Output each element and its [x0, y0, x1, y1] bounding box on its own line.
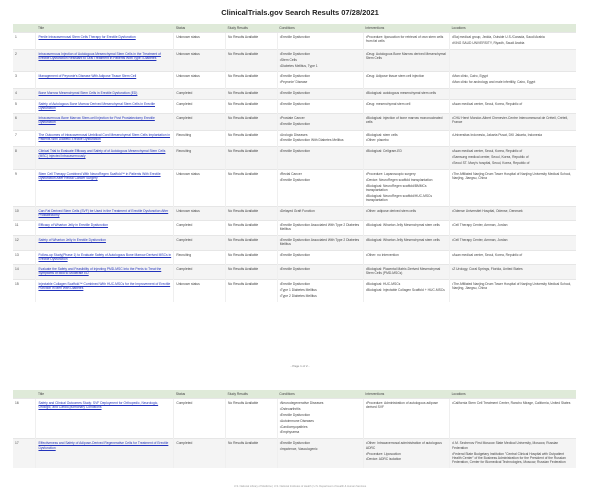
title-cell — [36, 220, 174, 235]
condition-item: • Erectile Dysfunction Associated With Type 2 Diabetes Mellitus — [280, 223, 361, 232]
conditions-list — [280, 52, 361, 68]
status-cell: Recruiting — [174, 147, 226, 170]
location-item: • KING SAUD UNIVERSITY, Riyadh, Saudi Arabia — [452, 41, 574, 45]
title-cell — [36, 72, 174, 89]
location-item: • Odense Universitet Hospital, Odense, Denmark — [452, 209, 574, 213]
study-title-link[interactable]: Stem Cell Therapy Combined With NeuroRegen Scaffold™ in Patients With Erectile Dysfunction After Rectal Cancer Surgery — [38, 171, 161, 181]
study-title-link[interactable]: Intracavernous Bone Marrow Stem-cell Injection for Post Prostatectomy Erectile Dysfunction — [38, 115, 155, 125]
col-header-locations: Locations — [450, 24, 576, 33]
table-row — [13, 235, 576, 250]
conditions-cell — [277, 130, 363, 147]
table-row — [13, 207, 576, 221]
title-cell — [36, 207, 174, 221]
interventions-list — [366, 282, 447, 292]
conditions-cell — [277, 399, 363, 439]
locations-list — [452, 209, 574, 213]
title-cell — [36, 399, 174, 439]
col-header-number — [13, 390, 36, 399]
interventions-cell — [363, 89, 449, 100]
conditions-cell — [277, 72, 363, 89]
condition-item: • Emphysema — [280, 430, 361, 434]
interventions-list — [366, 133, 447, 143]
intervention-item: • Procedure: Administration of autologous adipose derived SVF — [366, 401, 447, 410]
conditions-cell — [277, 113, 363, 130]
study-title-link[interactable]: Can Fat Derived Stem Cells (SVF) be Used in the Treatment of Erectile Dysfunction After Prostatectomy — [38, 209, 169, 218]
intervention-item: • Biological: NeuroRegen scaffold/HUC-MSCs transplantation — [366, 194, 447, 203]
interventions-list — [366, 223, 447, 227]
interventions-cell — [363, 264, 449, 279]
location-item: • Samsung medical center, Seoul, Korea, Republic of — [452, 155, 574, 159]
conditions-cell — [277, 207, 363, 221]
conditions-list — [280, 267, 361, 271]
locations-list — [452, 149, 574, 165]
study-results-cell: No Results Available — [226, 207, 278, 221]
status-cell: Completed — [174, 399, 226, 439]
study-title-link[interactable]: Clinical Trial to Evaluate Efficacy and Safety of of Autologous Mesenchymal Stem Cells (MSC) Injected Intracavernously — [38, 149, 166, 158]
status-cell: Completed — [174, 100, 226, 114]
interventions-list — [366, 238, 447, 242]
intervention-item: • Drug: Adipose tissue stem cell injection — [366, 74, 447, 78]
location-item: • California Stem Cell Treatment Center, Rancho Mirage, California, United States — [452, 401, 574, 405]
title-cell — [36, 251, 174, 265]
intervention-item: • Procedure: Laparoscopic surgery — [366, 172, 447, 176]
interventions-cell — [363, 100, 449, 114]
status-cell: Unknown status — [174, 72, 226, 89]
conditions-cell — [277, 147, 363, 170]
condition-item: • Erectile Dysfunction — [280, 35, 361, 39]
study-results-cell: No Results Available — [226, 147, 278, 170]
condition-item: • Erectile Dysfunction — [280, 282, 361, 286]
status-cell: Completed — [174, 113, 226, 130]
intervention-item: • Other: adipose derived stem cells — [366, 209, 447, 213]
intervention-item: • Biological: HUC-MSCs — [366, 282, 447, 286]
interventions-cell — [363, 113, 449, 130]
status-cell: Completed — [174, 439, 226, 468]
col-header-interventions: Interventions — [363, 24, 449, 33]
location-item: • Elaj medical group, Jedda, Outside U.S./Canada, Saudi Arabia — [452, 35, 574, 39]
row-number: 2 — [13, 49, 36, 72]
study-title-link[interactable]: Penile Intracavernosal Stem Cells Therapy for Erectile Dysfunction — [38, 35, 136, 39]
interventions-list — [366, 35, 447, 44]
conditions-list — [280, 441, 361, 451]
status-cell: Unknown status — [174, 169, 226, 206]
row-number: 9 — [13, 169, 36, 206]
locations-cell — [450, 49, 576, 72]
col-header-status: Status — [174, 24, 226, 33]
condition-item: • Neurodegenerative Diseases — [280, 401, 361, 405]
condition-item: • Osteoarthritis — [280, 407, 361, 411]
status-cell: Recruiting — [174, 251, 226, 265]
study-results-cell: No Results Available — [226, 89, 278, 100]
locations-cell — [450, 207, 576, 221]
title-cell — [36, 130, 174, 147]
title-cell — [36, 235, 174, 250]
conditions-list — [280, 209, 361, 213]
results-table-page-1 — [13, 24, 576, 302]
col-header-study-results: Study Results — [226, 24, 278, 33]
locations-list — [452, 172, 574, 181]
locations-cell — [450, 100, 576, 114]
title-cell — [36, 33, 174, 50]
conditions-list — [280, 116, 361, 126]
conditions-list — [280, 91, 361, 95]
study-title-link[interactable]: Efficacy of Wharton Jelly in Erectile Dysfunction — [38, 222, 109, 227]
locations-cell — [450, 113, 576, 130]
locations-cell — [450, 72, 576, 89]
interventions-list — [366, 102, 447, 106]
conditions-list — [280, 282, 361, 298]
row-number: 8 — [13, 147, 36, 170]
interventions-cell — [363, 33, 449, 50]
study-title-link[interactable]: Bone Marrow Mesenchymal Stem Cells in Erectile Dysfunction (ED) — [38, 91, 138, 96]
title-cell — [36, 89, 174, 100]
interventions-list — [366, 172, 447, 203]
row-number: 3 — [13, 72, 36, 89]
study-title-link[interactable]: Safety of Autologous Bone Marrow Derived Mesenchymal Stem Cells in Erectile Dysfunction — [38, 102, 156, 111]
intervention-item: • Other: Intracavernosal administration of autologous ADRC — [366, 441, 447, 450]
condition-item: • Erectile Dysfunction — [280, 102, 361, 106]
condition-item: • Erectile Dysfunction — [280, 441, 361, 445]
row-number: 13 — [13, 251, 36, 265]
status-cell: Unknown status — [174, 207, 226, 221]
conditions-cell — [277, 235, 363, 250]
locations-list — [452, 238, 574, 242]
study-results-cell: No Results Available — [226, 279, 278, 301]
status-cell: Recruiting — [174, 130, 226, 147]
title-cell — [36, 49, 174, 72]
table-row — [13, 49, 576, 72]
study-title-link[interactable]: Management of Peyronie's Disease With Adipose Tissue Stem Cell — [38, 74, 137, 79]
results-table-page-2 — [13, 390, 576, 468]
col-header-status: Status — [174, 390, 226, 399]
intervention-item: • Drug: mesenchymal stem cell — [366, 102, 447, 106]
status-cell: Unknown status — [174, 279, 226, 301]
locations-cell — [450, 235, 576, 250]
interventions-cell — [363, 207, 449, 221]
row-number: 10 — [13, 207, 36, 221]
intervention-item: • Biological: Cellgram-ED — [366, 149, 447, 153]
conditions-list — [280, 149, 361, 153]
title-cell — [36, 279, 174, 301]
col-header-title: Title — [36, 390, 174, 399]
interventions-list — [366, 52, 447, 61]
table-row — [13, 439, 576, 468]
table-header-row — [13, 390, 576, 399]
status-cell: Completed — [174, 220, 226, 235]
study-results-cell: No Results Available — [226, 113, 278, 130]
condition-item: • Urologic Diseases — [280, 133, 361, 137]
condition-item: • Rectal Cancer — [280, 172, 361, 176]
intervention-item: • Other: no intervention — [366, 253, 447, 257]
interventions-list — [366, 253, 447, 257]
location-item: • Seoul ST. Mary's hospital, Seoul, Korea, Republic of — [452, 161, 574, 165]
study-results-cell: No Results Available — [226, 220, 278, 235]
row-number: 15 — [13, 279, 36, 301]
conditions-cell — [277, 100, 363, 114]
locations-list — [452, 267, 574, 271]
study-results-cell: No Results Available — [226, 399, 278, 439]
interventions-cell — [363, 235, 449, 250]
col-header-conditions: Conditions — [277, 24, 363, 33]
conditions-list — [280, 401, 361, 435]
row-number: 4 — [13, 89, 36, 100]
locations-cell — [450, 220, 576, 235]
location-item: • CHU Henri Mondor-Albert Chenevier-Centre Intercommunal de Créteil, Créteil, France — [452, 116, 574, 125]
intervention-item: • Biological: autologous mesenchymal stem cells — [366, 91, 447, 95]
status-cell: Unknown status — [174, 33, 226, 50]
status-cell: Unknown status — [174, 49, 226, 72]
location-item: • The Affiliated Nanjing Drum Tower Hospital of Nanjing University Medical School, Nanjing, Jiangsu, China — [452, 172, 574, 181]
study-results-cell: No Results Available — [226, 439, 278, 468]
locations-list — [452, 74, 574, 84]
condition-item: • Erectile Dysfunction Associated With Type 2 Diabetes Mellitus — [280, 238, 361, 247]
condition-item: • Erectile Dysfunction — [280, 52, 361, 56]
condition-item: • Erectile Dysfunction — [280, 178, 361, 182]
locations-cell — [450, 147, 576, 170]
interventions-cell — [363, 399, 449, 439]
row-number: 12 — [13, 235, 36, 250]
conditions-cell — [277, 49, 363, 72]
interventions-cell — [363, 72, 449, 89]
condition-item: • Erectile Dysfunction — [280, 74, 361, 78]
table-row — [13, 220, 576, 235]
title-cell — [36, 169, 174, 206]
condition-item: • Erectile Dysfunction — [280, 413, 361, 417]
interventions-cell — [363, 49, 449, 72]
condition-item: • Stem Cells — [280, 58, 361, 62]
locations-list — [452, 441, 574, 464]
interventions-list — [366, 267, 447, 276]
row-number: 5 — [13, 100, 36, 114]
table-row — [13, 72, 576, 89]
title-cell — [36, 147, 174, 170]
table-row — [13, 264, 576, 279]
intervention-item: • Procedure: liposuction for retrieval of own stem cells from fat cells — [366, 35, 447, 44]
page-title: ClinicalTrials.gov Search Results 07/28/2021 — [221, 8, 379, 17]
interventions-list — [366, 149, 447, 153]
intervention-item: • Biological: stem cells — [366, 133, 447, 137]
title-cell — [36, 439, 174, 468]
interventions-cell — [363, 220, 449, 235]
title-cell — [36, 100, 174, 114]
conditions-cell — [277, 264, 363, 279]
study-title-link[interactable]: Follow-up Study(Phase 1) to Evaluate Safety of Autologous Bone Marrow Derived MSCs in Erectile Dysfunction — [38, 253, 172, 262]
row-number: 11 — [13, 220, 36, 235]
study-results-cell: No Results Available — [226, 251, 278, 265]
status-cell: Completed — [174, 264, 226, 279]
study-results-cell: No Results Available — [226, 33, 278, 50]
conditions-cell — [277, 439, 363, 468]
conditions-cell — [277, 89, 363, 100]
interventions-list — [366, 209, 447, 213]
locations-cell — [450, 89, 576, 100]
location-item: • Asan medical center, Seoul, Korea, Republic of — [452, 149, 574, 153]
study-results-cell: No Results Available — [226, 235, 278, 250]
location-item: • Universitas Indonesia, Jakarta Pusat, DKI Jakarta, Indonesia — [452, 133, 574, 137]
table-row — [13, 33, 576, 50]
condition-item: • Autoimmune Diseases — [280, 419, 361, 423]
page-indicator: - Page 1 of 2 - — [290, 364, 310, 368]
locations-list — [452, 116, 574, 125]
table-row — [13, 169, 576, 206]
conditions-list — [280, 223, 361, 232]
interventions-cell — [363, 130, 449, 147]
col-header-locations: Locations — [450, 390, 576, 399]
study-results-cell: No Results Available — [226, 130, 278, 147]
study-results-cell: No Results Available — [226, 169, 278, 206]
location-item: • Z Urology, Coral Springs, Florida, United States — [452, 267, 574, 271]
locations-cell — [450, 169, 576, 206]
interventions-list — [366, 116, 447, 125]
intervention-item: • Biological: Wharton Jelly Mesenchymal stem cells — [366, 223, 447, 227]
row-number: 17 — [13, 439, 36, 468]
locations-cell — [450, 33, 576, 50]
locations-list — [452, 282, 574, 291]
condition-item: • Erectile Dysfunction — [280, 149, 361, 153]
status-cell: Completed — [174, 235, 226, 250]
table-row — [13, 147, 576, 170]
location-item: • Man clinic for andrology and male infertility, Cairo, Egypt — [452, 80, 574, 84]
condition-item: • Erectile Dysfunction — [280, 91, 361, 95]
conditions-list — [280, 172, 361, 182]
condition-item: • Cardiomyopathies — [280, 425, 361, 429]
location-item: • I.M. Sechenov First Moscow State Medical University, Moscow, Russian Federation — [452, 441, 574, 450]
table-row — [13, 89, 576, 100]
intervention-item: • Drug: Autologous Bone Marrow derived Mesenchymal Stem Cells — [366, 52, 447, 61]
conditions-list — [280, 35, 361, 39]
title-cell — [36, 113, 174, 130]
condition-item: • Erectile Dysfunction — [280, 253, 361, 257]
interventions-cell — [363, 251, 449, 265]
condition-item: • Diabetes Mellitus, Type 1 — [280, 64, 361, 68]
interventions-cell — [363, 147, 449, 170]
location-item: • Federal State Budgetary Institution "Central Clinical Hospital with Outpatient Health Center" of the Business Administration for the President of the Russian Federation, Center for Biomedical Technologies, Moscow, Russian Federation — [452, 452, 574, 465]
col-header-number — [13, 24, 36, 33]
conditions-list — [280, 133, 361, 143]
intervention-item: • Procedure: Liposuction — [366, 452, 447, 456]
location-item: • Cell Therapy Center, Amman, Jordan — [452, 238, 574, 242]
study-title-link[interactable]: Safety and Clinical Outcomes Study: SVF Deployment for Orthopedic, Neurologic, Urologic, and Cardio-pulmonary Conditions — [38, 401, 159, 410]
locations-cell — [450, 251, 576, 265]
intervention-item: • Device: ADRC isolation — [366, 457, 447, 461]
intervention-item: • Other: placebo — [366, 138, 447, 142]
study-results-cell: No Results Available — [226, 72, 278, 89]
interventions-list — [366, 401, 447, 410]
conditions-cell — [277, 169, 363, 206]
interventions-cell — [363, 169, 449, 206]
study-results-cell: No Results Available — [226, 49, 278, 72]
footer: U.S. National Library of Medicine | U.S. National Institutes of Health | U.S. Department of Health & Human Services — [233, 485, 367, 488]
locations-cell — [450, 279, 576, 301]
interventions-list — [366, 441, 447, 461]
study-title-link[interactable]: Intracavernous Injection of Autologous Mesenchymal Stem Cells in the Treatment of Erectile Dysfunction Resistant to Oral Treatment in Patients With Type I Diabetes — [38, 51, 161, 61]
intervention-item: • Biological: NeuroRegen scaffold/BMMCs transplantation — [366, 184, 447, 193]
title-cell — [36, 264, 174, 279]
locations-list — [452, 102, 574, 106]
conditions-list — [280, 238, 361, 247]
interventions-cell — [363, 439, 449, 468]
location-item: • Asan medical center, Seoul, Korea, Republic of — [452, 102, 574, 106]
intervention-item: • Biological: Placental Matrix-Derived Mesenchymal Stem Cells (PMD-MSCs) — [366, 267, 447, 276]
row-number: 16 — [13, 399, 36, 439]
locations-cell — [450, 264, 576, 279]
intervention-item: • Biological: injection of bone marrow mononucleated cells — [366, 116, 447, 125]
condition-item: • Delayed Graft Function — [280, 209, 361, 213]
condition-item: • Peyronie' Disease — [280, 80, 361, 84]
study-title-link[interactable]: Evaluate the Safety and Feasibility of Injecting PMD-MSC Into the Penis to Treat the Symptoms of Mild to Moderate ED — [38, 266, 162, 275]
table-row — [13, 113, 576, 130]
conditions-cell — [277, 251, 363, 265]
condition-item: • Erectile Dysfunction With Diabetes Mellitus — [280, 138, 361, 142]
study-title-link[interactable]: The Outcomes of Intracavernosal Umbilical Cord Mesenchymal Stem Cells Implantation in Patients With Diabetic Erectile Dysfunction — [38, 132, 171, 141]
location-item: • The Affiliated Nanjing Drum Tower Hospital of Nanjing University Medical School, Nanjing, Jiangsu, China — [452, 282, 574, 291]
conditions-list — [280, 74, 361, 84]
row-number: 7 — [13, 130, 36, 147]
row-number: 1 — [13, 33, 36, 50]
col-header-title: Title — [36, 24, 174, 33]
row-number: 14 — [13, 264, 36, 279]
table-row — [13, 399, 576, 439]
condition-item: • Impotence, Vasculogenic — [280, 447, 361, 451]
intervention-item: • Device: NeuroRegen scaffold transplantation — [366, 178, 447, 182]
table-header-row — [13, 24, 576, 33]
condition-item: • Prostate Cancer — [280, 116, 361, 120]
locations-cell — [450, 439, 576, 468]
interventions-list — [366, 74, 447, 78]
condition-item: • Type 2 Diabetes Mellitus — [280, 294, 361, 298]
table-row — [13, 279, 576, 301]
locations-list — [452, 401, 574, 405]
location-item: • Man clinic, Cairo, Egypt — [452, 74, 574, 78]
intervention-item: • Biological: Injectable Collagen Scaffold + HUC-MSCs — [366, 288, 447, 292]
table-row — [13, 251, 576, 265]
study-title-link[interactable]: Safety of Wharton Jelly in Erectile Dysfunction — [38, 237, 106, 242]
locations-list — [452, 223, 574, 227]
status-cell: Completed — [174, 89, 226, 100]
conditions-cell — [277, 220, 363, 235]
conditions-list — [280, 253, 361, 257]
condition-item: • Erectile Dysfunction — [280, 267, 361, 271]
interventions-cell — [363, 279, 449, 301]
study-results-cell: No Results Available — [226, 100, 278, 114]
locations-list — [452, 253, 574, 257]
condition-item: • Erectile Dysfunction — [280, 122, 361, 126]
conditions-cell — [277, 33, 363, 50]
conditions-cell — [277, 279, 363, 301]
location-item: • Asan medical center, Seoul, Korea, Republic of — [452, 253, 574, 257]
table-row — [13, 130, 576, 147]
locations-cell — [450, 399, 576, 439]
condition-item: • Type 1 Diabetes Mellitus — [280, 288, 361, 292]
location-item: • Cell Therapy Center, Amman, Jordan — [452, 223, 574, 227]
col-header-conditions: Conditions — [277, 390, 363, 399]
locations-cell — [450, 130, 576, 147]
locations-list — [452, 35, 574, 45]
row-number: 6 — [13, 113, 36, 130]
study-title-link[interactable]: Effectiveness and Safety of Adipose-Derived Regenerative Cells for Treatment of Erectile Dysfunction — [38, 441, 169, 450]
table-row — [13, 100, 576, 114]
study-title-link[interactable]: Injectable Collagen Scaffold™ Combined With HUC-MSCs for the Improvement of Erectile Function in Men With Diabetes — [38, 281, 171, 291]
col-header-study-results: Study Results — [226, 390, 278, 399]
col-header-interventions: Interventions — [363, 390, 449, 399]
interventions-list — [366, 91, 447, 95]
intervention-item: • Biological: Wharton Jelly Mesenchymal stem cells — [366, 238, 447, 242]
locations-list — [452, 133, 574, 137]
conditions-list — [280, 102, 361, 106]
study-results-cell: No Results Available — [226, 264, 278, 279]
